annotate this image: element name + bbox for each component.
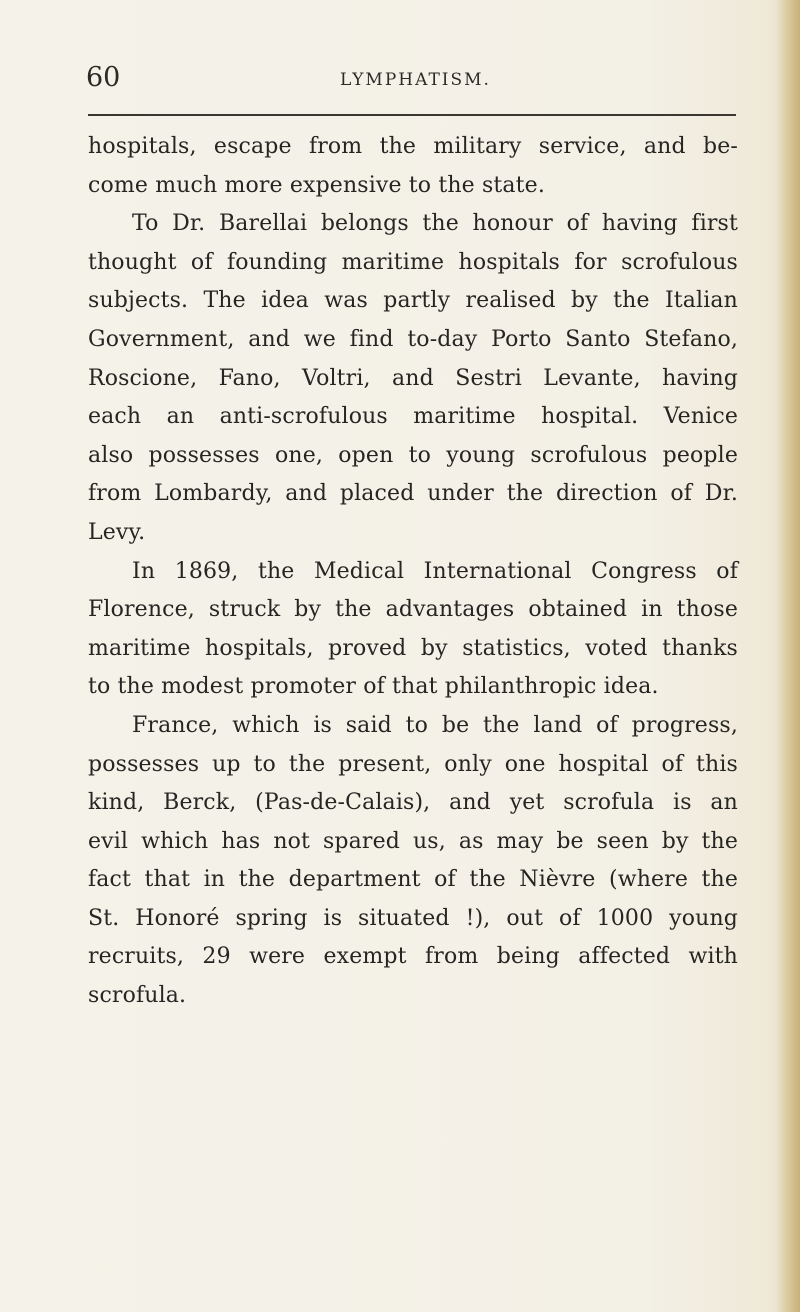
text-line: thought of founding maritime hospitals for scrofulous: [88, 249, 738, 275]
body-text: [88, 128, 738, 1016]
page-header: [0, 62, 800, 102]
text-line: also possesses one, open to young scrofulous people: [88, 442, 738, 468]
text-line: from Lombardy, and placed under the direction of Dr.: [88, 481, 738, 507]
text-line: possesses up to the present, only one hospital of this: [88, 751, 738, 777]
text-line: come much more expensive to the state.: [88, 172, 545, 198]
text-line: To Dr. Barellai belongs the honour of having first: [132, 211, 738, 237]
text-line: subjects. The idea was partly realised by the Italian: [88, 288, 738, 314]
text-line: hospitals, escape from the military service, and be-: [88, 134, 738, 159]
text-line: evil which has not spared us, as may be seen by the: [88, 828, 738, 854]
text-line: recruits, 29 were exempt from being affected with: [88, 944, 738, 970]
text-line: Roscione, Fano, Voltri, and Sestri Levante, having: [88, 365, 738, 391]
text-line: fact that in the department of the Nièvre (where the: [88, 867, 738, 893]
text-line: maritime hospitals, proved by statistics, voted thanks: [88, 635, 738, 661]
text-line: scrofula.: [88, 983, 187, 1009]
text-line: Levy.: [88, 519, 146, 545]
page-number: 60: [86, 62, 121, 93]
text-line: Government, and we find to-day Porto Santo Stefano,: [88, 326, 738, 352]
text-line: St. Honoré spring is situated !), out of 1000 young: [88, 905, 738, 931]
text-line: to the modest promoter of that philanthropic idea.: [88, 674, 659, 700]
page-edge-shading: [776, 0, 800, 1312]
text-line: France, which is said to be the land of progress,: [132, 712, 738, 738]
text-line: each an anti-scrofulous maritime hospital. Venice: [88, 404, 738, 430]
text-line: In 1869, the Medical International Congress of: [132, 558, 738, 584]
text-line: Florence, struck by the advantages obtained in those: [88, 597, 738, 623]
text-line: kind, Berck, (Pas-de-Calais), and yet scrofula is an: [88, 790, 738, 816]
header-rule: [88, 114, 736, 116]
running-head: LYMPHATISM.: [340, 70, 491, 90]
